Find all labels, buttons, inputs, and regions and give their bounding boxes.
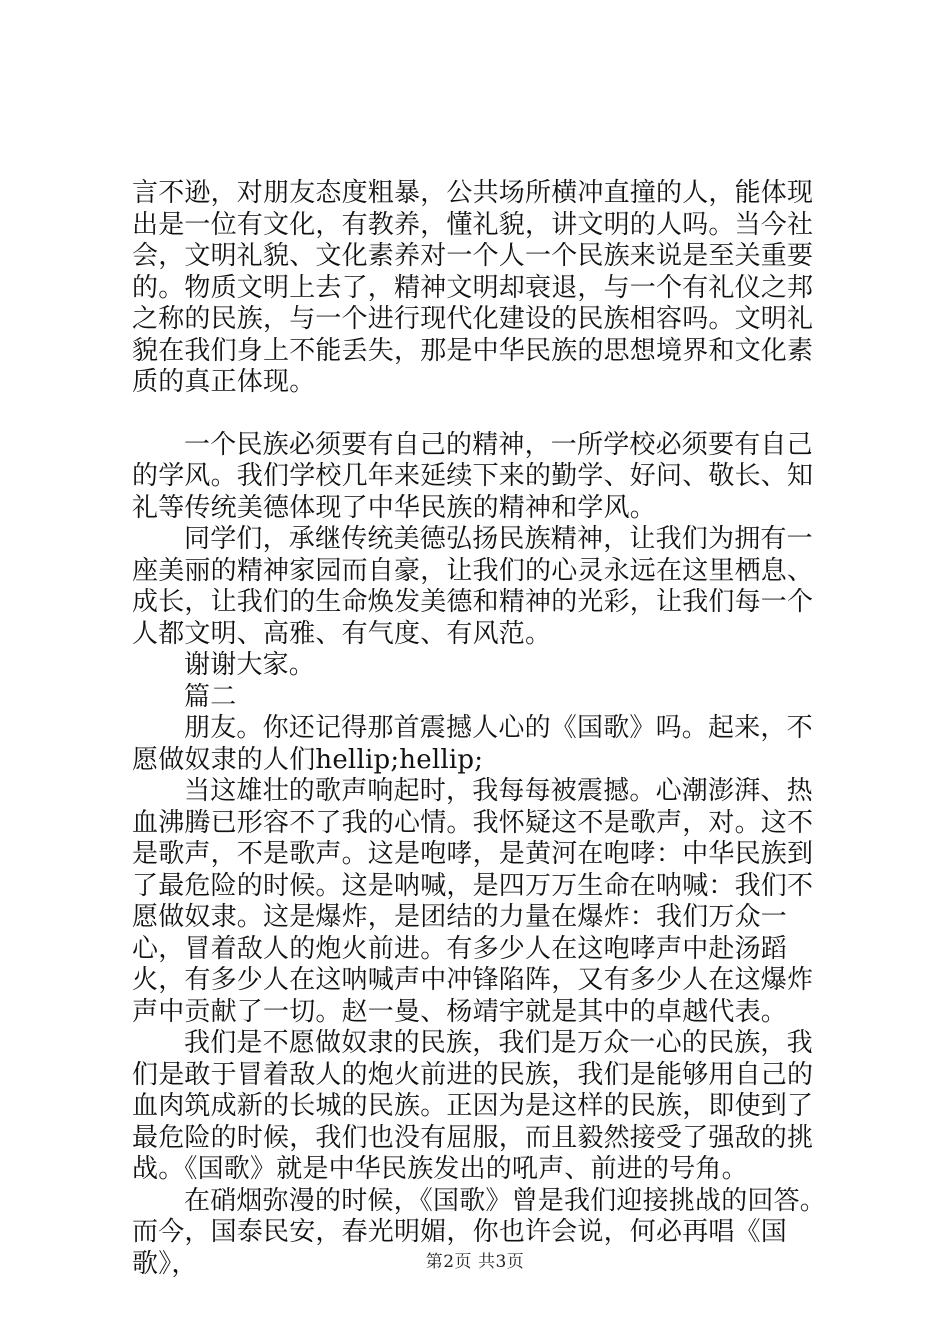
section-heading: 篇二 bbox=[184, 681, 237, 712]
body-text bbox=[132, 178, 832, 1280]
paragraph: 我们是不愿做奴隶的民族，我们是万众一心的民族，我们是敢于冒着敌人的炮火前进的民族，我们是能够用自己的血肉筑成新的长城的民族。正因为是这样的民族，即使到了最危险的时候，我们也没有屈服，而且毅然接受了强敌的挑战。《国歌》就是中华民族发出的吼声、前进的号角。 bbox=[132, 1028, 814, 1184]
closing-remark: 谢谢大家。 bbox=[184, 650, 316, 680]
paragraph: 在硝烟弥漫的时候，《国歌》曾是我们迎接挑战的回答。而今，国泰民安，春光明媚，你也许会说，何必再唱《国歌》， bbox=[132, 1185, 827, 1279]
paragraph-gap bbox=[132, 399, 832, 430]
paragraph: 朋友。你还记得那首震撼人心的《国歌》吗。起来，不愿做奴隶的人们hellip;hellip; bbox=[132, 713, 813, 775]
paragraph: 一个民族必须要有自己的精神，一所学校必须要有自己的学风。我们学校几年来延续下来的勤学、好问、敬长、知礼等传统美德体现了中华民族的精神和学风。 bbox=[132, 429, 814, 523]
paragraph-continuation: 言不逊，对朋友态度粗暴，公共场所横冲直撞的人，能体现出是一位有文化，有教养，懂礼貌，讲文明的人吗。当今社会，文明礼貌、文化素养对一个人一个民族来说是至关重要的。物质文明上去了，精神文明却衰退，与一个有礼仪之邦之称的民族，与一个进行现代化建设的民族相容吗。文明礼貌在我们身上不能丢失，那是中华民族的思想境界和文化素质的真正体现。 bbox=[132, 178, 814, 397]
paragraph: 同学们，承继传统美德弘扬民族精神，让我们为拥有一座美丽的精神家园而自豪，让我们的心灵永远在这里栖息、成长，让我们的生命焕发美德和精神的光彩，让我们每一个人都文明、高雅、有气度、有风范。 bbox=[132, 524, 814, 649]
paragraph: 当这雄壮的歌声响起时，我每每被震撼。心潮澎湃、热血沸腾已形容不了我的心情。我怀疑这不是歌声，对。这不是歌声，不是歌声。这是咆哮，是黄河在咆哮：中华民族到了最危险的时候。这是呐喊，是四万万生命在呐喊：我们不愿做奴隶。这是爆炸，是团结的力量在爆炸：我们万众一心，冒着敌人的炮火前进。有多少人在这咆哮声中赴汤蹈火，有多少人在这呐喊声中冲锋陷阵，又有多少人在这爆炸声中贡献了一切。赵一曼、杨靖宇就是其中的卓越代表。 bbox=[132, 776, 814, 1027]
page-footer: 第2页 共3页 bbox=[425, 1252, 525, 1272]
